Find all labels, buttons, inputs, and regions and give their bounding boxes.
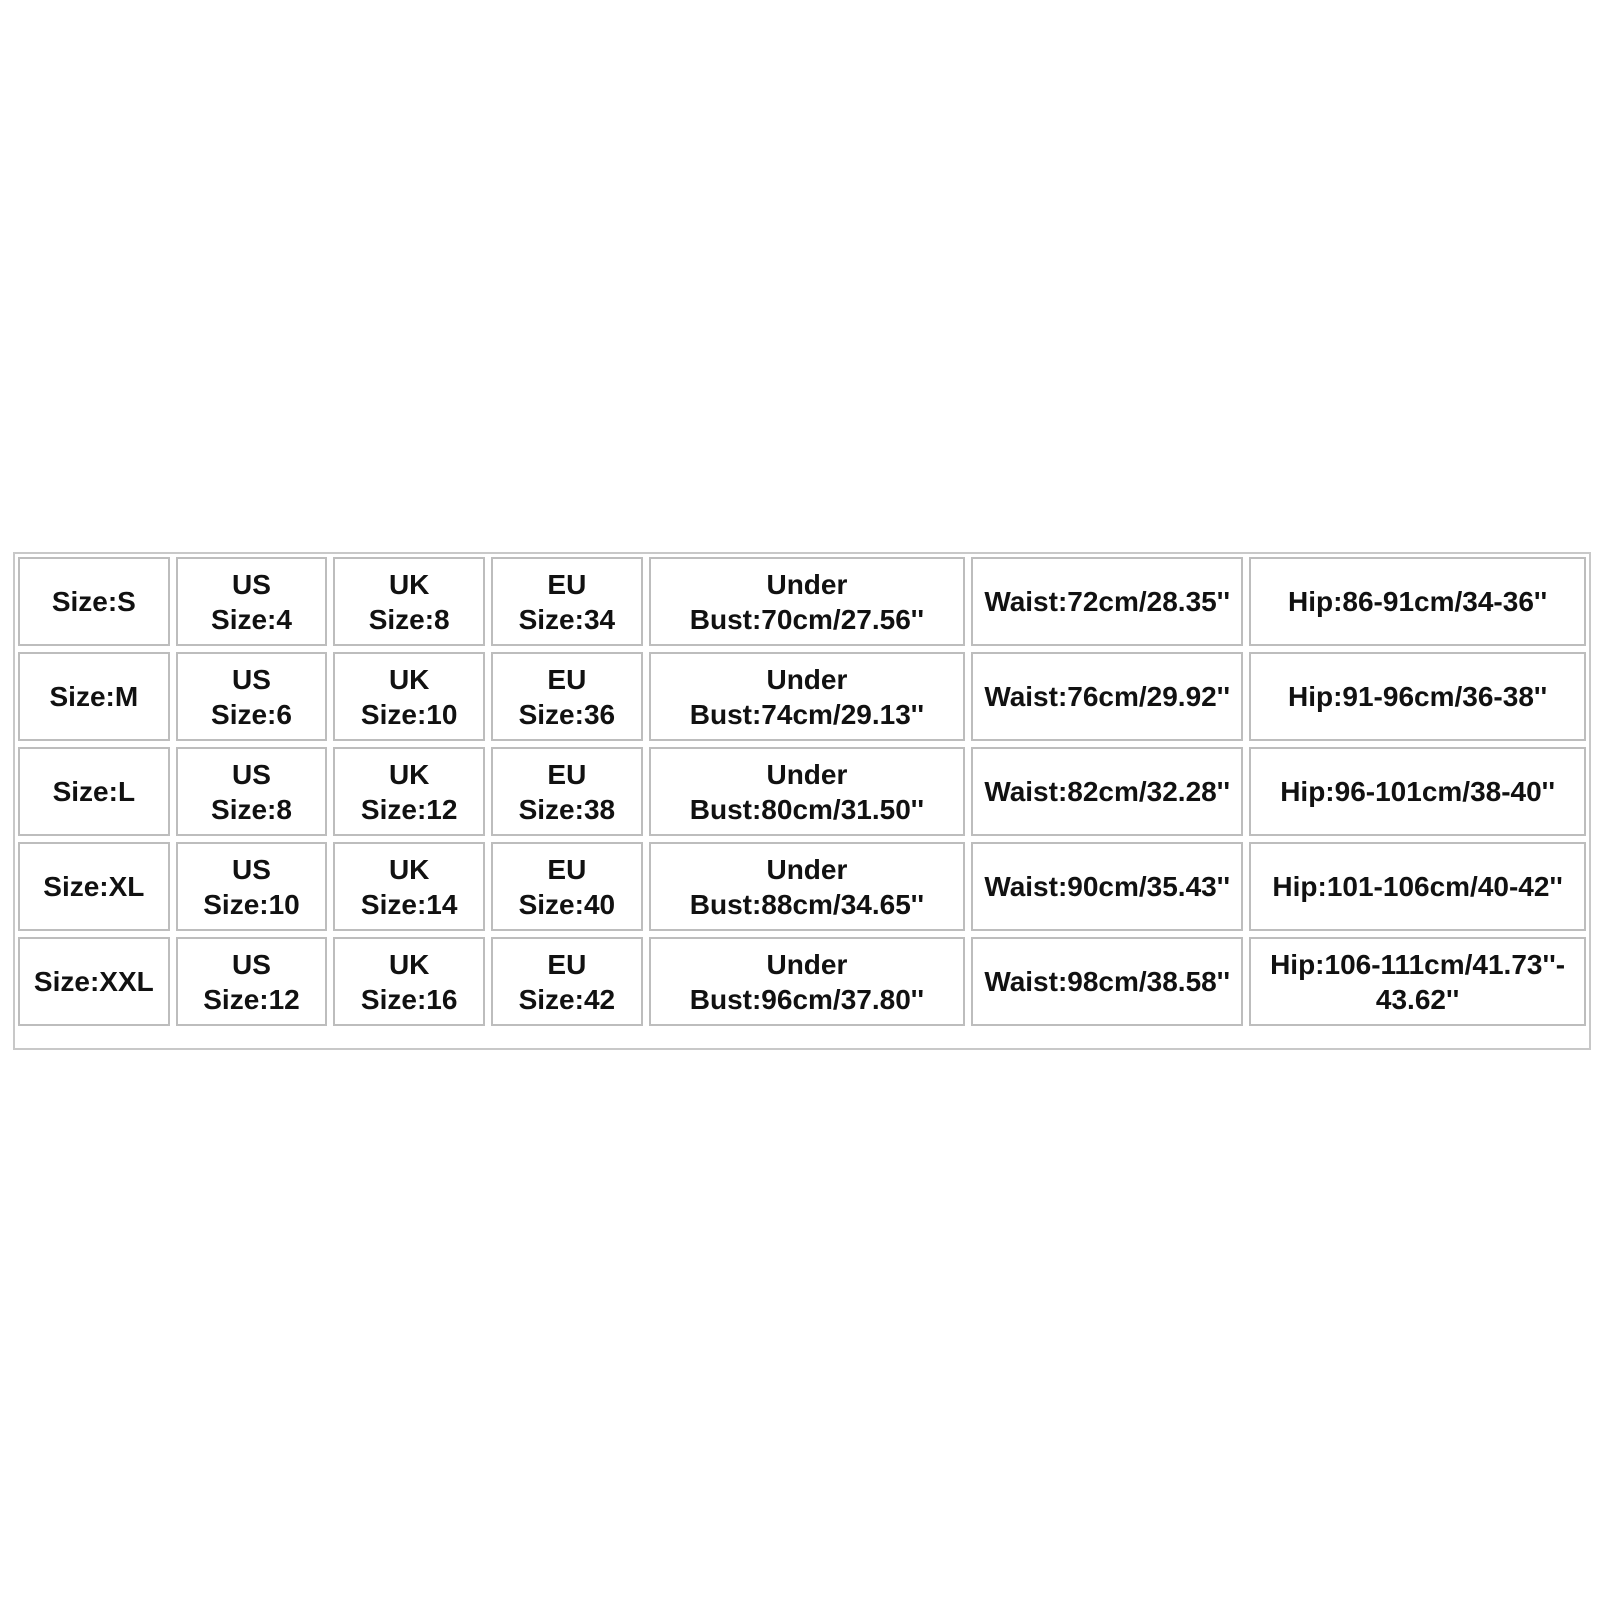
- eu-size-cell: [491, 747, 643, 836]
- uk-size-cell-line: UK: [388, 663, 430, 695]
- hip-cell-line: Hip:106-111cm/41.73''-: [1270, 948, 1566, 980]
- table-row: [18, 557, 1586, 646]
- hip-cell: [1249, 937, 1586, 1026]
- eu-size-cell: [491, 842, 643, 931]
- us-size-cell: [176, 937, 328, 1026]
- uk-size-cell-line: Size:16: [360, 983, 458, 1015]
- under-bust-cell-line: Bust:80cm/31.50'': [689, 793, 925, 825]
- size-cell: [18, 557, 170, 646]
- waist-cell: [971, 842, 1243, 931]
- uk-size-cell: [333, 652, 485, 741]
- under-bust-cell-line: Under: [766, 663, 848, 695]
- under-bust-cell: [649, 937, 966, 1026]
- eu-size-cell-line: EU: [547, 853, 587, 885]
- hip-cell: [1249, 652, 1586, 741]
- size-cell: [18, 747, 170, 836]
- eu-size-cell-line: EU: [547, 663, 587, 695]
- under-bust-cell: [649, 652, 966, 741]
- under-bust-cell-line: Bust:88cm/34.65'': [689, 888, 925, 920]
- hip-cell-line: 43.62'': [1375, 983, 1460, 1015]
- eu-size-cell-line: Size:34: [518, 603, 616, 635]
- under-bust-cell: [649, 557, 966, 646]
- under-bust-cell-line: Bust:96cm/37.80'': [689, 983, 925, 1015]
- waist-cell-line: Waist:90cm/35.43'': [984, 871, 1231, 902]
- us-size-cell-line: Size:8: [211, 793, 292, 825]
- uk-size-cell-line: UK: [388, 853, 430, 885]
- uk-size-cell: [333, 747, 485, 836]
- us-size-cell: [176, 652, 328, 741]
- under-bust-cell: [649, 842, 966, 931]
- us-size-cell-line: US: [232, 663, 271, 695]
- us-size-cell-line: Size:10: [203, 888, 300, 920]
- size-chart-table: [12, 551, 1592, 1032]
- eu-size-cell-line: Size:36: [518, 698, 616, 730]
- under-bust-cell-line: Under: [766, 568, 848, 600]
- table-row: [18, 842, 1586, 931]
- uk-size-cell-line: Size:14: [360, 888, 458, 920]
- size-cell: [18, 842, 170, 931]
- eu-size-cell-line: Size:38: [518, 793, 616, 825]
- size-cell-text: Size:XXL: [33, 966, 154, 997]
- eu-size-cell: [491, 652, 643, 741]
- us-size-cell-line: Size:12: [203, 983, 300, 1015]
- uk-size-cell-line: UK: [388, 758, 430, 790]
- eu-size-cell-line: Size:40: [518, 888, 616, 920]
- size-cell-text: Size:S: [51, 586, 136, 617]
- uk-size-cell-line: UK: [388, 568, 430, 600]
- us-size-cell: [176, 747, 328, 836]
- waist-cell-line: Waist:76cm/29.92'': [984, 681, 1231, 712]
- us-size-cell-line: US: [232, 758, 271, 790]
- hip-cell: [1249, 747, 1586, 836]
- eu-size-cell: [491, 937, 643, 1026]
- size-cell-text: Size:M: [49, 681, 139, 712]
- table-row: [18, 652, 1586, 741]
- under-bust-cell-line: Bust:70cm/27.56'': [689, 603, 925, 635]
- us-size-cell-line: US: [232, 568, 271, 600]
- size-cell-text: Size:XL: [43, 871, 145, 902]
- hip-cell-line: Hip:96-101cm/38-40'': [1280, 776, 1555, 807]
- table-row: [18, 937, 1586, 1026]
- size-cell-text: Size:L: [52, 776, 136, 807]
- us-size-cell: [176, 842, 328, 931]
- us-size-cell-line: US: [232, 948, 271, 980]
- hip-cell: [1249, 842, 1586, 931]
- eu-size-cell-line: EU: [547, 568, 587, 600]
- waist-cell-line: Waist:98cm/38.58'': [984, 966, 1231, 997]
- uk-size-cell-line: UK: [388, 948, 430, 980]
- under-bust-cell-line: Under: [766, 853, 848, 885]
- uk-size-cell: [333, 937, 485, 1026]
- uk-size-cell: [333, 557, 485, 646]
- us-size-cell: [176, 557, 328, 646]
- uk-size-cell: [333, 842, 485, 931]
- hip-cell: [1249, 557, 1586, 646]
- under-bust-cell: [649, 747, 966, 836]
- under-bust-cell-line: Under: [766, 758, 848, 790]
- eu-size-cell-line: Size:42: [518, 983, 616, 1015]
- eu-size-cell-line: EU: [547, 758, 587, 790]
- hip-cell-line: Hip:86-91cm/34-36'': [1287, 586, 1548, 617]
- under-bust-cell-line: Bust:74cm/29.13'': [689, 698, 925, 730]
- us-size-cell-line: Size:4: [211, 603, 292, 635]
- size-chart: [13, 552, 1591, 1050]
- us-size-cell-line: Size:6: [211, 698, 292, 730]
- uk-size-cell-line: Size:8: [368, 603, 450, 635]
- hip-cell-line: Hip:91-96cm/36-38'': [1287, 681, 1548, 712]
- uk-size-cell-line: Size:10: [360, 698, 458, 730]
- waist-cell-line: Waist:82cm/32.28'': [984, 776, 1231, 807]
- hip-cell-line: Hip:101-106cm/40-42'': [1272, 871, 1563, 902]
- table-row: [18, 747, 1586, 836]
- waist-cell: [971, 937, 1243, 1026]
- size-cell: [18, 652, 170, 741]
- waist-cell-line: Waist:72cm/28.35'': [984, 586, 1231, 617]
- size-cell: [18, 937, 170, 1026]
- waist-cell: [971, 557, 1243, 646]
- eu-size-cell: [491, 557, 643, 646]
- waist-cell: [971, 747, 1243, 836]
- eu-size-cell-line: EU: [547, 948, 587, 980]
- uk-size-cell-line: Size:12: [360, 793, 458, 825]
- us-size-cell-line: US: [232, 853, 271, 885]
- under-bust-cell-line: Under: [766, 948, 848, 980]
- waist-cell: [971, 652, 1243, 741]
